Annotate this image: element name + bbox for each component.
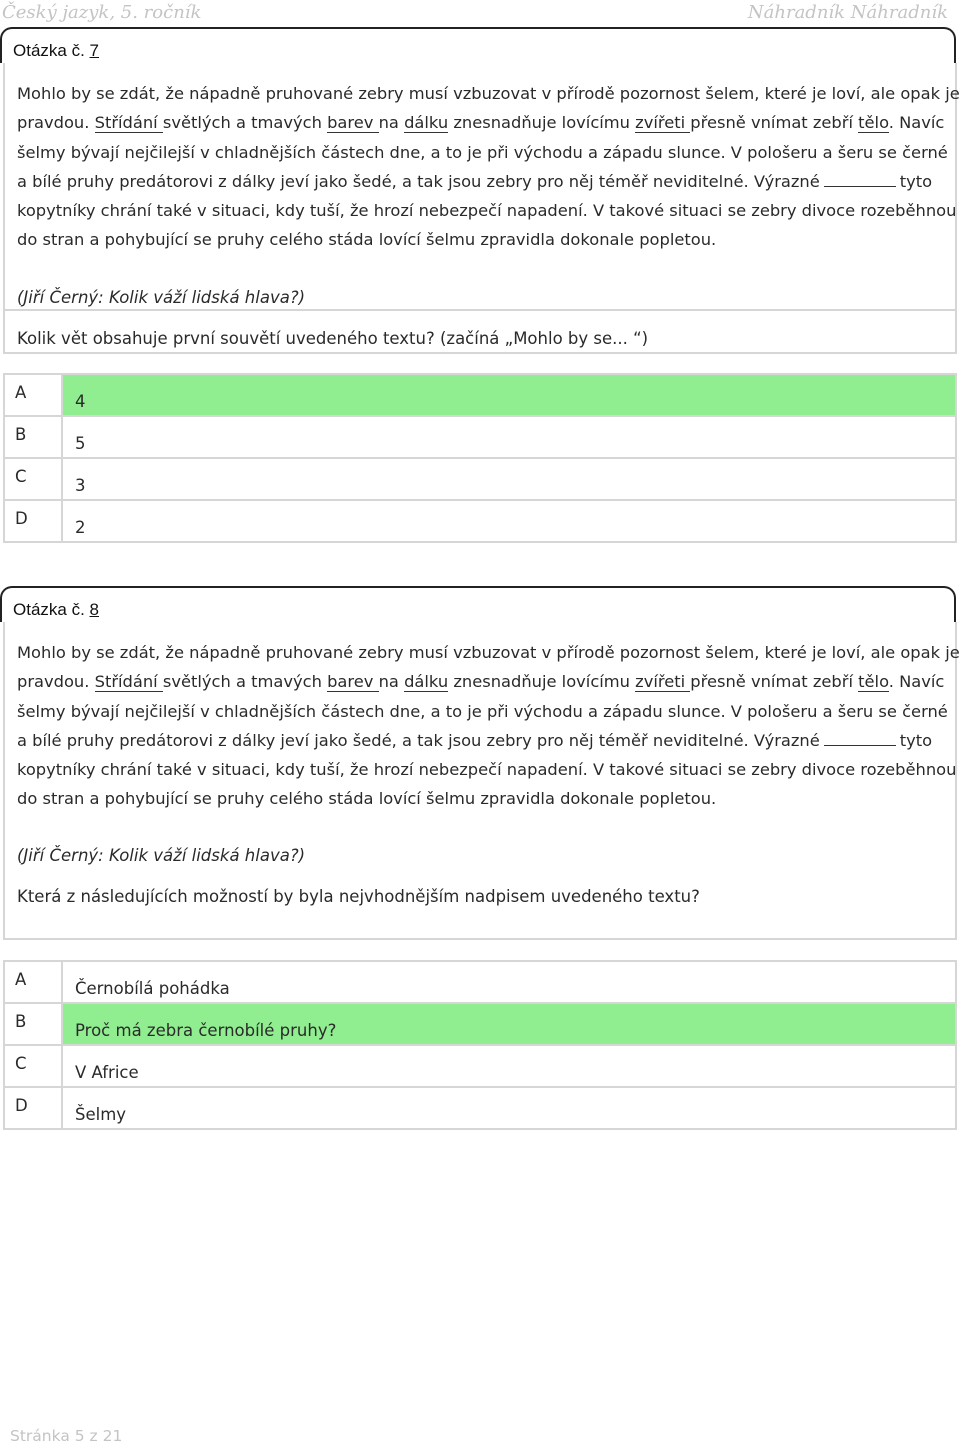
question-7-options: [3, 373, 957, 543]
option-b[interactable]: B Proč má zebra černobílé pruhy?: [5, 1004, 955, 1046]
question-7-box: [3, 63, 960, 354]
divider: [5, 309, 955, 311]
question-8-options: [3, 960, 957, 1130]
source-citation: (Jiří Černý: Kolik váží lidská hlava?): [17, 288, 306, 307]
question-8-box: [3, 622, 960, 940]
option-c[interactable]: C 3: [5, 459, 955, 501]
option-d[interactable]: D Šelmy: [5, 1088, 955, 1130]
option-d[interactable]: D 2: [5, 501, 955, 543]
option-b[interactable]: B 5: [5, 417, 955, 459]
blank-line: [824, 168, 896, 187]
question-8-tab: [0, 586, 956, 622]
header-subject: Český jazyk, 5. ročník: [2, 2, 202, 23]
option-a[interactable]: A 4: [5, 375, 955, 417]
option-a[interactable]: A Černobílá pohádka: [5, 962, 955, 1004]
question-8-title: Otázka č. 8: [13, 600, 99, 619]
question-7-tab: [0, 27, 956, 63]
article-text: Mohlo by se zdát, že nápadně pruhované zebry musí vzbuzovat v přírodě pozornost šelem, které je loví, ale opak je pravdou. Střídání světlých a tmavých barev na dálku znesnadňuje lovícímu zvířeti přesně vnímat zebří tělo. Navíc šelmy bývají nejčilejší v chladnějších částech dne, a to je při východu a západu slunce. V pološeru a šeru se černé a bílé pruhy predátorovi z dálky jeví jako šedé, a tak jsou zebry pro něj téměř neviditelné. Výrazné tyto kopytníky chrání také v situaci, kdy tuší, že hrozí nebezpečí napadení. V takové situaci se zebry divoce rozeběhnou do stran a pohybující se pruhy celého stáda lovící šelmu zpravidla dokonale popletou.: [17, 84, 960, 250]
question-text: Která z následujících možností by byla nejvhodnějším nadpisem uvedeného textu?: [17, 887, 700, 906]
article-text: Mohlo by se zdát, že nápadně pruhované zebry musí vzbuzovat v přírodě pozornost šelem, které je loví, ale opak je pravdou. Střídání světlých a tmavých barev na dálku znesnadňuje lovícímu zvířeti přesně vnímat zebří tělo. Navíc šelmy bývají nejčilejší v chladnějších částech dne, a to je při východu a západu slunce. V pološeru a šeru se černé a bílé pruhy predátorovi z dálky jeví jako šedé, a tak jsou zebry pro něj téměř neviditelné. Výrazné tyto kopytníky chrání také v situaci, kdy tuší, že hrozí nebezpečí napadení. V takové situaci se zebry divoce rozeběhnou do stran a pohybující se pruhy celého stáda lovící šelmu zpravidla dokonale popletou.: [17, 643, 960, 809]
page-footer: Stránka 5 z 21: [10, 1427, 123, 1445]
option-c[interactable]: C V Africe: [5, 1046, 955, 1088]
page-header: [0, 2, 960, 26]
question-7-title: Otázka č. 7: [13, 41, 99, 60]
blank-line: [824, 727, 896, 746]
source-citation: (Jiří Černý: Kolik váží lidská hlava?): [17, 846, 306, 865]
question-text: Kolik vět obsahuje první souvětí uvedeného textu? (začíná „Mohlo by se... “): [17, 329, 649, 348]
header-student: Náhradník Náhradník: [747, 2, 948, 23]
